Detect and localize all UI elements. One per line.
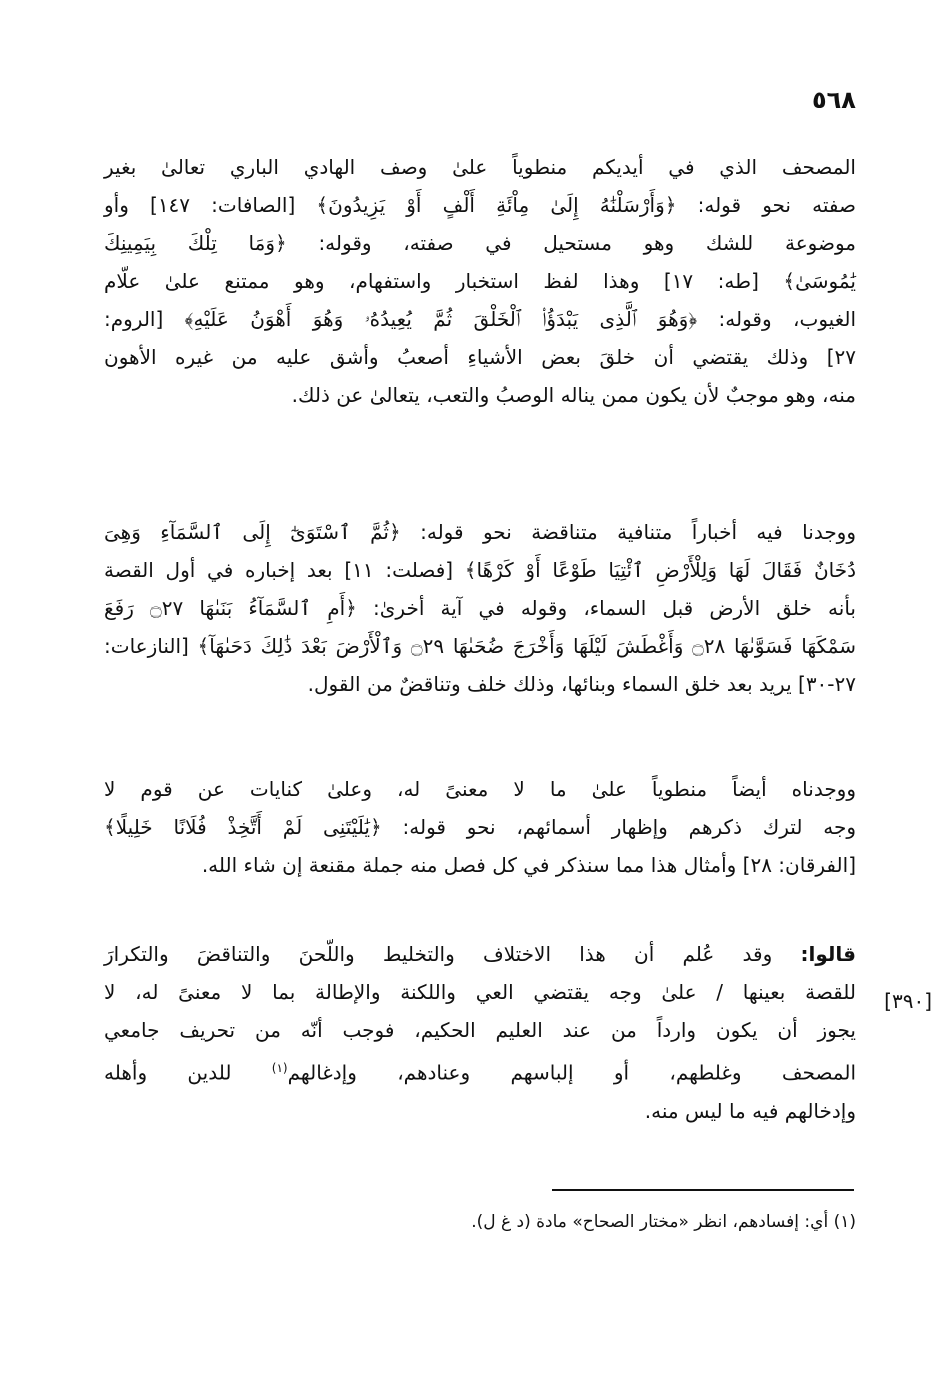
text-line [104, 1049, 856, 1092]
text-line: المصحف الذي في أيديكم منطوياً علىٰ وصف الهادي الباري تعالىٰ بغير [104, 155, 856, 179]
text-line: منه، وهو موجبٌ لأن يكون ممن يناله الوصبُ والتعب، يتعالىٰ عن ذلك. [291, 383, 856, 407]
text-line-tail: للدين وأهله [104, 1060, 232, 1085]
text-line: ٢٧-٣٠] يريد بعد خلق السماء وبنائها، وذلك خلف وتناقضٌ من القول. [307, 672, 856, 696]
lead-word: قالوا: [800, 942, 857, 966]
text-line: صفته نحو قوله: ﴿وَأَرْسَلْنَٰهُ إِلَىٰ مِاْئَةِ أَلْفٍ أَوْ يَزِيدُونَ﴾ [الصافات: ١٤٧] وأو [104, 193, 856, 217]
paragraph-1 [104, 148, 856, 414]
text-line: موضوعة للشك وهو مستحيل في صفته، وقوله: ﴿وَمَا تِلْكَ بِيَمِينِكَ [104, 231, 856, 255]
text-line: سَمْكَهَا فَسَوَّىٰهَا ۝٢٨ وَأَغْطَشَ لَيْلَهَا وَأَخْرَجَ ضُحَىٰهَا ۝٢٩ وَٱلْأَرْضَ بَعْدَ ذَٰلِكَ دَحَىٰهَآ﴾ [النازعات: [104, 634, 856, 658]
text-line: بأنه خلق الأرض قبل السماء، وقوله في آية أخرىٰ: ﴿أَمِ ٱلسَّمَآءُ بَنَىٰهَا ۝٢٧ رَفَعَ [104, 596, 856, 620]
text-line: [الفرقان: ٢٨] وأمثال هذا مما سنذكر في كل فصل منه جملة مقنعة إن شاء الله. [201, 853, 856, 877]
text-line: يجوز أن يكون وارداً من عند العليم الحكيم، فوجب أنّه من تحريف جامعي [104, 1018, 856, 1042]
text-line: ووجدناه أيضاً منطوياً علىٰ ما لا معنىً له، وعلىٰ كنايات عن قوم لا [104, 777, 856, 801]
text-line: ووجدنا فيه أخباراً متنافية متناقضة نحو قوله: ﴿ثُمَّ ٱسْتَوَىٰٓ إِلَى ٱلسَّمَآءِ وَهِىَ [104, 520, 856, 544]
text-line: وجه لترك ذكرهم وإظهار أسمائهم، نحو قوله: ﴿يَٰلَيْتَنِى لَمْ أَتَّخِذْ فُلَانًا خَلِيلًا﴾ [104, 815, 856, 839]
text-line [104, 935, 856, 973]
footnote-marker: (١) [271, 1061, 288, 1075]
text-line: وإدخالهم فيه ما ليس منه. [644, 1098, 856, 1123]
footnote: (١) أي: إفسادهم، انظر «مختار الصحاح» مادة (د غ ل). [471, 1212, 856, 1232]
margin-reference: [٣٩٠] [884, 989, 932, 1013]
text-line: الغيوب، وقوله: ﴿وَهُوَ ٱلَّذِى يَبْدَؤُا۟ ٱلْخَلْقَ ثُمَّ يُعِيدُهُۥ وَهُوَ أَهْوَنُ عَلَيْهِ﴾ [الروم: [104, 307, 856, 331]
text-line: يَٰمُوسَىٰ﴾ [طه: ١٧] وهذا لفظ استخبار واستفهام، وهو ممتنع علىٰ علّام [104, 269, 856, 293]
text-line-body: وقد عُلم أن هذا الاختلاف والتخليط واللّحنَ والتناقضَ والتكرارَ [104, 942, 773, 966]
paragraph-3 [104, 770, 856, 884]
page-number: ٥٦٨ [812, 86, 856, 114]
text-line-body: المصحف وغلطهم، أو إلباسهم وعنادهم، وإدغالهم [287, 1060, 857, 1085]
text-line: دُخَانٌ فَقَالَ لَهَا وَلِلْأَرْضِ ٱئْتِيَا طَوْعًا أَوْ كَرْهًا﴾ [فصلت: ١١] بعد إخباره في أول القصة [104, 558, 856, 582]
text-line: ٢٧] وذلك يقتضي أن خلقَ بعض الأشياءِ أصعبُ وأشق عليه من غيره الأهون [104, 345, 856, 369]
footnote-divider [552, 1189, 854, 1191]
paragraph-2 [104, 513, 856, 703]
paragraph-4 [104, 935, 856, 1130]
text-line: للقصة بعينها / علىٰ وجه يقتضي العي واللكنة والإطالة بما لا معنىً له، لا [104, 980, 856, 1004]
